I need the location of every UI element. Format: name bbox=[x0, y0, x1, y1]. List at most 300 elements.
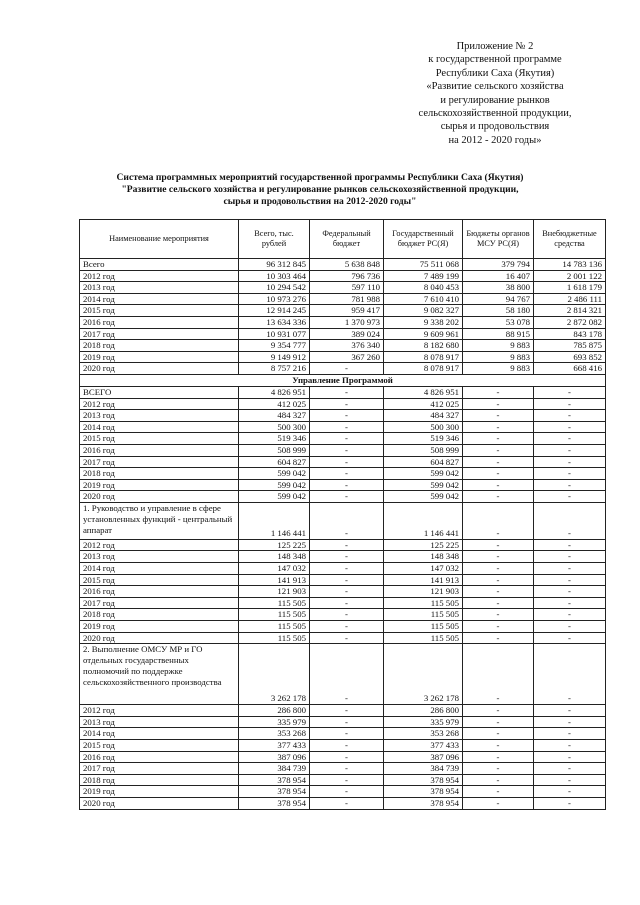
municipal-cell: - bbox=[463, 621, 534, 633]
extrabudgetary-cell: - bbox=[534, 705, 606, 717]
extrabudgetary-cell: - bbox=[534, 621, 606, 633]
appendix-line: Приложение № 2 bbox=[456, 41, 534, 52]
state-cell: 1 146 441 bbox=[384, 502, 463, 539]
header-federal-budget: Федеральный бюджет bbox=[310, 220, 384, 259]
total-cell: 148 348 bbox=[239, 551, 310, 563]
extrabudgetary-cell: - bbox=[534, 410, 606, 422]
federal-cell: - bbox=[310, 386, 384, 398]
federal-cell: - bbox=[310, 716, 384, 728]
total-cell: 10 931 077 bbox=[239, 328, 310, 340]
federal-cell: - bbox=[310, 786, 384, 798]
state-cell: 387 096 bbox=[384, 751, 463, 763]
municipal-cell: - bbox=[463, 728, 534, 740]
activity-name-cell: 2018 год bbox=[80, 609, 239, 621]
extrabudgetary-cell: - bbox=[534, 468, 606, 480]
extrabudgetary-cell: 2 486 111 bbox=[534, 293, 606, 305]
municipal-cell: - bbox=[463, 574, 534, 586]
extrabudgetary-cell: 14 783 136 bbox=[534, 259, 606, 271]
municipal-cell: - bbox=[463, 386, 534, 398]
management-row bbox=[80, 386, 606, 398]
federal-cell: 376 340 bbox=[310, 340, 384, 352]
state-cell: 125 225 bbox=[384, 539, 463, 551]
federal-cell: - bbox=[310, 797, 384, 809]
total-cell: 378 954 bbox=[239, 797, 310, 809]
total-cell: 10 973 276 bbox=[239, 293, 310, 305]
management-row bbox=[80, 468, 606, 480]
municipal-cell: - bbox=[463, 786, 534, 798]
item1-year-row bbox=[80, 597, 606, 609]
total-cell: 377 433 bbox=[239, 740, 310, 752]
total-cell: 1 146 441 bbox=[239, 502, 310, 539]
extrabudgetary-cell: - bbox=[534, 632, 606, 644]
municipal-cell: - bbox=[463, 421, 534, 433]
activity-name-cell: 2016 год bbox=[80, 316, 239, 328]
activity-name-cell: 2018 год bbox=[80, 468, 239, 480]
municipal-cell: 88 915 bbox=[463, 328, 534, 340]
federal-cell: - bbox=[310, 705, 384, 717]
appendix-line: на 2012 - 2020 годы» bbox=[448, 134, 542, 146]
totals-row bbox=[80, 282, 606, 294]
activity-name-cell: 2016 год bbox=[80, 751, 239, 763]
federal-cell: 796 736 bbox=[310, 270, 384, 282]
federal-cell: - bbox=[310, 609, 384, 621]
state-cell: 7 610 410 bbox=[384, 293, 463, 305]
total-cell: 121 903 bbox=[239, 586, 310, 598]
activity-name-cell: 2013 год bbox=[80, 282, 239, 294]
item1-year-row bbox=[80, 609, 606, 621]
state-cell: 121 903 bbox=[384, 586, 463, 598]
municipal-cell: 53 078 bbox=[463, 316, 534, 328]
federal-cell: 959 417 bbox=[310, 305, 384, 317]
activity-name-cell: 2012 год bbox=[80, 270, 239, 282]
total-cell: 519 346 bbox=[239, 433, 310, 445]
item1-year-row bbox=[80, 621, 606, 633]
municipal-cell: - bbox=[463, 479, 534, 491]
extrabudgetary-cell: - bbox=[534, 574, 606, 586]
total-cell: 10 303 464 bbox=[239, 270, 310, 282]
total-cell: 147 032 bbox=[239, 563, 310, 575]
state-cell: 141 913 bbox=[384, 574, 463, 586]
extrabudgetary-cell: 693 852 bbox=[534, 351, 606, 363]
state-cell: 378 954 bbox=[384, 786, 463, 798]
state-cell: 147 032 bbox=[384, 563, 463, 575]
item2-year-row bbox=[80, 728, 606, 740]
state-cell: 8 040 453 bbox=[384, 282, 463, 294]
item1-year-row bbox=[80, 574, 606, 586]
activity-name-cell: 2016 год bbox=[80, 586, 239, 598]
title-line: Система программных мероприятий государственной программы Республики Саха (Якутия) bbox=[116, 172, 524, 183]
header-municipal-budget: Бюджеты органов МСУ РС(Я) bbox=[463, 220, 534, 259]
totals-row bbox=[80, 363, 606, 375]
municipal-cell: - bbox=[463, 763, 534, 775]
item2-year-row bbox=[80, 797, 606, 809]
municipal-cell: - bbox=[463, 398, 534, 410]
municipal-cell: 58 180 bbox=[463, 305, 534, 317]
state-cell: 7 489 199 bbox=[384, 270, 463, 282]
extrabudgetary-cell: - bbox=[534, 644, 606, 705]
totals-row bbox=[80, 305, 606, 317]
state-cell: 8 078 917 bbox=[384, 363, 463, 375]
total-cell: 115 505 bbox=[239, 621, 310, 633]
state-cell: 9 609 961 bbox=[384, 328, 463, 340]
state-cell: 4 826 951 bbox=[384, 386, 463, 398]
item2-year-row bbox=[80, 786, 606, 798]
federal-cell: - bbox=[310, 363, 384, 375]
header-activity-name: Наименование мероприятия bbox=[80, 220, 239, 259]
municipal-cell: - bbox=[463, 609, 534, 621]
item1-year-row bbox=[80, 539, 606, 551]
federal-cell: 5 638 848 bbox=[310, 259, 384, 271]
activity-name-cell: 2013 год bbox=[80, 716, 239, 728]
federal-cell: - bbox=[310, 398, 384, 410]
item1-year-row bbox=[80, 551, 606, 563]
management-row bbox=[80, 444, 606, 456]
activity-name-cell: 2020 год bbox=[80, 363, 239, 375]
activity-name-cell: 2020 год bbox=[80, 632, 239, 644]
total-cell: 412 025 bbox=[239, 398, 310, 410]
federal-cell: 781 988 bbox=[310, 293, 384, 305]
state-cell: 599 042 bbox=[384, 468, 463, 480]
state-cell: 378 954 bbox=[384, 797, 463, 809]
state-cell: 9 082 327 bbox=[384, 305, 463, 317]
municipal-cell: - bbox=[463, 644, 534, 705]
municipal-cell: - bbox=[463, 740, 534, 752]
municipal-cell: 94 767 bbox=[463, 293, 534, 305]
federal-cell: - bbox=[310, 456, 384, 468]
item1-year-row bbox=[80, 632, 606, 644]
activity-name-cell: 2015 год bbox=[80, 574, 239, 586]
state-cell: 353 268 bbox=[384, 728, 463, 740]
appendix-line: сельскохозяйственной продукции, bbox=[418, 108, 572, 120]
total-cell: 9 149 912 bbox=[239, 351, 310, 363]
appendix-header bbox=[380, 40, 610, 147]
activity-name-cell: 2014 год bbox=[80, 728, 239, 740]
activity-name-cell: 2014 год bbox=[80, 421, 239, 433]
extrabudgetary-cell: - bbox=[534, 386, 606, 398]
state-cell: 508 999 bbox=[384, 444, 463, 456]
municipal-cell: - bbox=[463, 456, 534, 468]
activity-name-cell: 2019 год bbox=[80, 786, 239, 798]
extrabudgetary-cell: 843 178 bbox=[534, 328, 606, 340]
federal-cell: - bbox=[310, 644, 384, 705]
extrabudgetary-cell: - bbox=[534, 597, 606, 609]
management-row bbox=[80, 456, 606, 468]
federal-cell: - bbox=[310, 586, 384, 598]
activity-name-cell: 2019 год bbox=[80, 351, 239, 363]
state-cell: 604 827 bbox=[384, 456, 463, 468]
federal-cell: - bbox=[310, 502, 384, 539]
municipal-cell: - bbox=[463, 468, 534, 480]
appendix-line: Республики Саха (Якутия) bbox=[435, 67, 555, 79]
extrabudgetary-cell: 1 618 179 bbox=[534, 282, 606, 294]
activity-name-cell: 2012 год bbox=[80, 539, 239, 551]
extrabudgetary-cell: - bbox=[534, 786, 606, 798]
extrabudgetary-cell: - bbox=[534, 491, 606, 503]
municipal-cell: - bbox=[463, 410, 534, 422]
extrabudgetary-cell: - bbox=[534, 444, 606, 456]
activity-name-cell: 2012 год bbox=[80, 705, 239, 717]
state-cell: 599 042 bbox=[384, 479, 463, 491]
state-cell: 484 327 bbox=[384, 410, 463, 422]
total-cell: 384 739 bbox=[239, 763, 310, 775]
section-title: Управление Программой bbox=[80, 374, 606, 386]
state-cell: 9 338 202 bbox=[384, 316, 463, 328]
total-cell: 4 826 951 bbox=[239, 386, 310, 398]
municipal-cell: - bbox=[463, 502, 534, 539]
state-cell: 378 954 bbox=[384, 774, 463, 786]
total-cell: 500 300 bbox=[239, 421, 310, 433]
section-title-row bbox=[80, 374, 606, 386]
total-cell: 335 979 bbox=[239, 716, 310, 728]
total-cell: 353 268 bbox=[239, 728, 310, 740]
total-cell: 484 327 bbox=[239, 410, 310, 422]
federal-cell: - bbox=[310, 574, 384, 586]
municipal-cell: 16 407 bbox=[463, 270, 534, 282]
state-cell: 500 300 bbox=[384, 421, 463, 433]
total-cell: 599 042 bbox=[239, 479, 310, 491]
totals-row bbox=[80, 340, 606, 352]
total-cell: 10 294 542 bbox=[239, 282, 310, 294]
extrabudgetary-cell: 785 875 bbox=[534, 340, 606, 352]
state-cell: 377 433 bbox=[384, 740, 463, 752]
header-state-budget: Государственный бюджет РС(Я) bbox=[384, 220, 463, 259]
state-cell: 286 800 bbox=[384, 705, 463, 717]
federal-cell: - bbox=[310, 728, 384, 740]
extrabudgetary-cell: - bbox=[534, 609, 606, 621]
activity-name-cell: 2013 год bbox=[80, 551, 239, 563]
activity-name-cell: 2014 год bbox=[80, 293, 239, 305]
item2-year-row bbox=[80, 763, 606, 775]
totals-row bbox=[80, 293, 606, 305]
management-row bbox=[80, 491, 606, 503]
state-cell: 3 262 178 bbox=[384, 644, 463, 705]
total-cell: 9 354 777 bbox=[239, 340, 310, 352]
municipal-cell: - bbox=[463, 705, 534, 717]
activity-name-cell: 2017 год bbox=[80, 763, 239, 775]
state-cell: 115 505 bbox=[384, 632, 463, 644]
item1-year-row bbox=[80, 586, 606, 598]
item1-year-row bbox=[80, 563, 606, 575]
municipal-cell: - bbox=[463, 551, 534, 563]
total-cell: 3 262 178 bbox=[239, 644, 310, 705]
federal-cell: - bbox=[310, 421, 384, 433]
extrabudgetary-cell: - bbox=[534, 563, 606, 575]
total-cell: 125 225 bbox=[239, 539, 310, 551]
appendix-line: сырья и продовольствия bbox=[440, 121, 550, 133]
totals-row bbox=[80, 351, 606, 363]
federal-cell: - bbox=[310, 468, 384, 480]
federal-cell: - bbox=[310, 410, 384, 422]
management-row bbox=[80, 421, 606, 433]
title-line: "Развитие сельского хозяйства и регулирование рынков сельскохозяйственной продукции, bbox=[121, 184, 519, 196]
federal-cell: - bbox=[310, 433, 384, 445]
extrabudgetary-cell: - bbox=[534, 586, 606, 598]
federal-cell: 1 370 973 bbox=[310, 316, 384, 328]
total-cell: 96 312 845 bbox=[239, 259, 310, 271]
extrabudgetary-cell: - bbox=[534, 421, 606, 433]
title-line: сырья и продовольствия на 2012-2020 годы" bbox=[223, 196, 417, 208]
management-row bbox=[80, 398, 606, 410]
state-cell: 115 505 bbox=[384, 597, 463, 609]
totals-row bbox=[80, 259, 606, 271]
activity-name-cell: 2014 год bbox=[80, 563, 239, 575]
item2-row bbox=[80, 644, 606, 705]
activity-name-cell: 2019 год bbox=[80, 479, 239, 491]
item2-year-row bbox=[80, 751, 606, 763]
federal-cell: - bbox=[310, 597, 384, 609]
state-cell: 148 348 bbox=[384, 551, 463, 563]
activity-name-cell: 2018 год bbox=[80, 774, 239, 786]
municipal-cell: - bbox=[463, 539, 534, 551]
extrabudgetary-cell: - bbox=[534, 398, 606, 410]
municipal-cell: 38 800 bbox=[463, 282, 534, 294]
management-row bbox=[80, 410, 606, 422]
total-cell: 508 999 bbox=[239, 444, 310, 456]
document-title bbox=[60, 172, 580, 209]
state-cell: 519 346 bbox=[384, 433, 463, 445]
total-cell: 115 505 bbox=[239, 632, 310, 644]
state-cell: 115 505 bbox=[384, 609, 463, 621]
extrabudgetary-cell: - bbox=[534, 763, 606, 775]
total-cell: 12 914 245 bbox=[239, 305, 310, 317]
federal-cell: - bbox=[310, 740, 384, 752]
municipal-cell: - bbox=[463, 597, 534, 609]
extrabudgetary-cell: - bbox=[534, 539, 606, 551]
total-cell: 115 505 bbox=[239, 609, 310, 621]
federal-cell: - bbox=[310, 751, 384, 763]
extrabudgetary-cell: - bbox=[534, 728, 606, 740]
municipal-cell: 379 794 bbox=[463, 259, 534, 271]
extrabudgetary-cell: 2 872 082 bbox=[534, 316, 606, 328]
municipal-cell: - bbox=[463, 632, 534, 644]
extrabudgetary-cell: 2 001 122 bbox=[534, 270, 606, 282]
federal-cell: - bbox=[310, 763, 384, 775]
extrabudgetary-cell: - bbox=[534, 456, 606, 468]
management-row bbox=[80, 433, 606, 445]
totals-row bbox=[80, 270, 606, 282]
municipal-cell: - bbox=[463, 444, 534, 456]
activity-name-cell: 2018 год bbox=[80, 340, 239, 352]
municipal-cell: 9 883 bbox=[463, 351, 534, 363]
federal-cell: - bbox=[310, 774, 384, 786]
federal-cell: 597 110 bbox=[310, 282, 384, 294]
municipal-cell: - bbox=[463, 797, 534, 809]
table-header-row bbox=[80, 220, 606, 259]
activity-name-cell: 1. Руководство и управление в сфере установленных функций - центральный аппарат bbox=[80, 502, 239, 539]
extrabudgetary-cell: 668 416 bbox=[534, 363, 606, 375]
state-cell: 115 505 bbox=[384, 621, 463, 633]
federal-cell: - bbox=[310, 491, 384, 503]
activity-name-cell: ВСЕГО bbox=[80, 386, 239, 398]
item2-year-row bbox=[80, 740, 606, 752]
activity-name-cell: Всего bbox=[80, 259, 239, 271]
state-cell: 412 025 bbox=[384, 398, 463, 410]
federal-cell: - bbox=[310, 621, 384, 633]
federal-cell: - bbox=[310, 539, 384, 551]
appendix-line: «Развитие сельского хозяйства bbox=[426, 81, 564, 93]
total-cell: 378 954 bbox=[239, 786, 310, 798]
total-cell: 599 042 bbox=[239, 491, 310, 503]
item2-year-row bbox=[80, 774, 606, 786]
federal-cell: - bbox=[310, 551, 384, 563]
municipal-cell: 9 883 bbox=[463, 363, 534, 375]
extrabudgetary-cell: - bbox=[534, 774, 606, 786]
federal-cell: - bbox=[310, 479, 384, 491]
municipal-cell: - bbox=[463, 774, 534, 786]
activity-name-cell: 2020 год bbox=[80, 797, 239, 809]
municipal-cell: - bbox=[463, 586, 534, 598]
total-cell: 8 757 216 bbox=[239, 363, 310, 375]
state-cell: 335 979 bbox=[384, 716, 463, 728]
state-cell: 8 078 917 bbox=[384, 351, 463, 363]
municipal-cell: - bbox=[463, 716, 534, 728]
total-cell: 599 042 bbox=[239, 468, 310, 480]
table-body bbox=[80, 259, 606, 810]
activity-name-cell: 2017 год bbox=[80, 456, 239, 468]
program-activities-table bbox=[79, 219, 606, 810]
totals-row bbox=[80, 328, 606, 340]
municipal-cell: - bbox=[463, 751, 534, 763]
activity-name-cell: 2013 год bbox=[80, 410, 239, 422]
extrabudgetary-cell: - bbox=[534, 502, 606, 539]
total-cell: 378 954 bbox=[239, 774, 310, 786]
totals-row bbox=[80, 316, 606, 328]
extrabudgetary-cell: - bbox=[534, 716, 606, 728]
activity-name-cell: 2. Выполнение ОМСУ МР и ГО отдельных государственных полномочий по поддержке сельскохозяйственного производства bbox=[80, 644, 239, 705]
activity-name-cell: 2019 год bbox=[80, 621, 239, 633]
extrabudgetary-cell: - bbox=[534, 479, 606, 491]
header-extrabudgetary: Внебюджетные средства bbox=[534, 220, 606, 259]
state-cell: 599 042 bbox=[384, 491, 463, 503]
municipal-cell: - bbox=[463, 563, 534, 575]
activity-name-cell: 2017 год bbox=[80, 597, 239, 609]
municipal-cell: 9 883 bbox=[463, 340, 534, 352]
appendix-line: к государственной программе bbox=[428, 54, 562, 66]
extrabudgetary-cell: - bbox=[534, 797, 606, 809]
activity-name-cell: 2017 год bbox=[80, 328, 239, 340]
activity-name-cell: 2015 год bbox=[80, 740, 239, 752]
total-cell: 141 913 bbox=[239, 574, 310, 586]
state-cell: 75 511 068 bbox=[384, 259, 463, 271]
municipal-cell: - bbox=[463, 491, 534, 503]
total-cell: 604 827 bbox=[239, 456, 310, 468]
item2-year-row bbox=[80, 716, 606, 728]
appendix-line: и регулирование рынков bbox=[440, 94, 550, 106]
activity-name-cell: 2012 год bbox=[80, 398, 239, 410]
header-total: Всего, тыс. рублей bbox=[239, 220, 310, 259]
federal-cell: - bbox=[310, 632, 384, 644]
extrabudgetary-cell: 2 814 321 bbox=[534, 305, 606, 317]
federal-cell: - bbox=[310, 563, 384, 575]
federal-cell: 389 024 bbox=[310, 328, 384, 340]
federal-cell: - bbox=[310, 444, 384, 456]
state-cell: 384 739 bbox=[384, 763, 463, 775]
item2-year-row bbox=[80, 705, 606, 717]
activity-name-cell: 2015 год bbox=[80, 433, 239, 445]
extrabudgetary-cell: - bbox=[534, 740, 606, 752]
state-cell: 8 182 680 bbox=[384, 340, 463, 352]
activity-name-cell: 2016 год bbox=[80, 444, 239, 456]
activity-name-cell: 2020 год bbox=[80, 491, 239, 503]
extrabudgetary-cell: - bbox=[534, 551, 606, 563]
total-cell: 286 800 bbox=[239, 705, 310, 717]
activity-name-cell: 2015 год bbox=[80, 305, 239, 317]
municipal-cell: - bbox=[463, 433, 534, 445]
total-cell: 115 505 bbox=[239, 597, 310, 609]
management-row bbox=[80, 479, 606, 491]
extrabudgetary-cell: - bbox=[534, 751, 606, 763]
item1-row bbox=[80, 502, 606, 539]
